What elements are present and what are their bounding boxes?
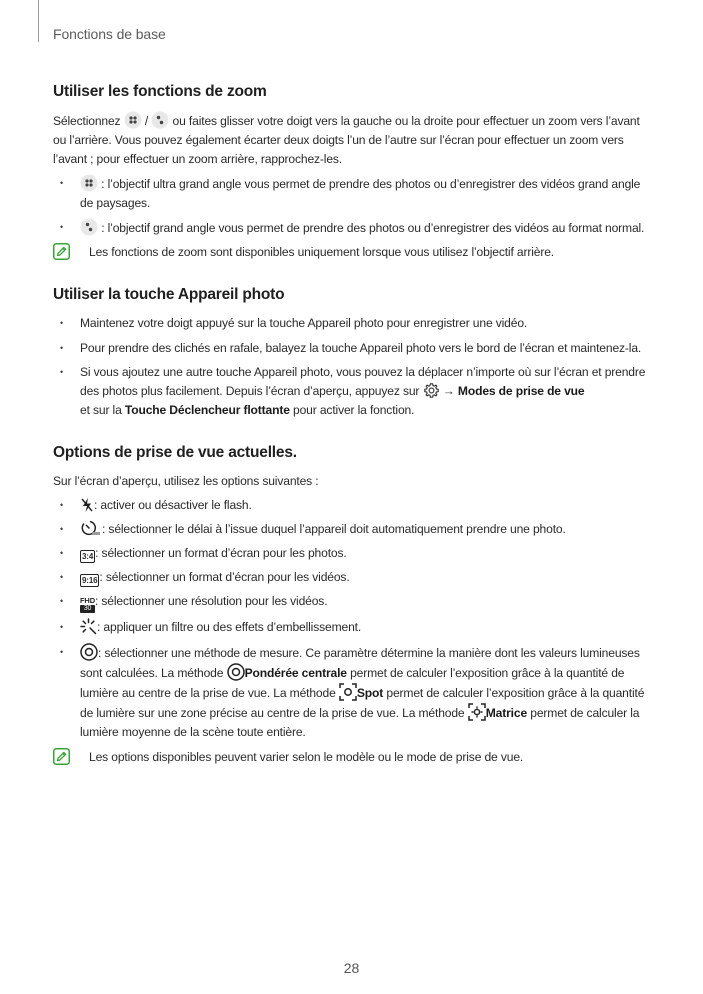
page-header-title: Fonctions de base bbox=[53, 26, 166, 42]
list-item: • 9:16 : sélectionner un format d’écran pour les vidéos. bbox=[53, 568, 653, 587]
center-weighted-metering-icon bbox=[227, 663, 245, 681]
list-item: • FHD 30 : sélectionner une résolution pour les vidéos. bbox=[53, 592, 653, 613]
section-shooting-options bbox=[53, 444, 653, 766]
list-item: • Maintenez votre doigt appuyé sur la touche Appareil photo pour enregistrer une vidéo. bbox=[53, 314, 653, 333]
list-item: • : sélectionner le délai à l’issue duquel l’appareil doit automatiquement prendre une photo. bbox=[53, 520, 653, 539]
note-text: Les options disponibles peuvent varier selon le modèle ou le mode de prise de vue. bbox=[89, 749, 524, 764]
ultra-wide-lens-icon bbox=[80, 174, 98, 192]
section-heading-zoom: Utiliser les fonctions de zoom bbox=[53, 83, 267, 100]
list-item: • : l’objectif grand angle vous permet de prendre des photos ou d’enregistrer des vidéos au format normal. bbox=[53, 218, 653, 238]
ratio-3-4-icon: 3:4 bbox=[82, 552, 94, 562]
section-camera-button bbox=[53, 286, 653, 420]
list-item: • Pour prendre des clichés en rafale, balayez la touche Appareil photo vers le bord de l’écran et maintenez-la. bbox=[53, 339, 653, 358]
settings-gear-icon bbox=[423, 382, 440, 399]
section-heading-shooting-options: Options de prise de vue actuelles. bbox=[53, 444, 297, 462]
flash-off-icon bbox=[80, 497, 94, 513]
wide-lens-icon bbox=[151, 111, 169, 129]
camera-button-bullet-list bbox=[53, 314, 653, 420]
header-rule bbox=[38, 0, 39, 42]
list-item: • : l’objectif ultra grand angle vous permet de prendre des photos ou d’enregistrer des vidéos grand angle de paysages. bbox=[53, 174, 653, 213]
list-item: • : activer ou désactiver le flash. bbox=[53, 496, 653, 515]
main-content bbox=[53, 83, 653, 767]
ultra-wide-lens-icon bbox=[124, 111, 142, 129]
list-item: • : sélectionner une méthode de mesure. Ce paramètre détermine la manière dont les valeurs lumineuses sont calculées. La méthode Pondérée centrale permet de calculer l’exposition grâce à la quantité de lumière au centre de la prise de vue. La méthode Spot permet de calculer l’exposition grâce à la quantité de lumière sur une zone précise au centre de la prise de vue. La méthode Matrice permet de calculer la lumière moyenne de la scène toute entière. bbox=[53, 643, 653, 743]
wide-lens-icon bbox=[80, 218, 98, 236]
note-pencil-icon bbox=[53, 243, 70, 260]
fhd-resolution-icon: • FHD 30 bbox=[80, 596, 95, 613]
note-text: Les fonctions de zoom sont disponibles uniquement lorsque vous utilisez l’objectif arrière. bbox=[89, 245, 554, 260]
ratio-9-16-icon: 9:16 bbox=[82, 576, 98, 586]
note-zoom bbox=[53, 243, 653, 262]
list-item: • : appliquer un filtre ou des effets d’embellissement. bbox=[53, 618, 653, 637]
shooting-options-list bbox=[53, 496, 653, 743]
timer-icon bbox=[80, 520, 102, 537]
spot-metering-icon bbox=[339, 683, 357, 701]
matrix-metering-icon bbox=[468, 703, 486, 721]
section-zoom bbox=[53, 83, 653, 262]
page-number: 28 bbox=[343, 960, 360, 976]
note-shooting-options bbox=[53, 748, 653, 767]
filter-effects-icon bbox=[80, 618, 97, 635]
zoom-bullet-list bbox=[53, 174, 653, 239]
list-item: • 3:4 : sélectionner un format d’écran pour les photos. bbox=[53, 544, 653, 563]
list-item: • Si vous ajoutez une autre touche Appareil photo, vous pouvez la déplacer n’importe où sur l’écran et prendre des photos plus facilement. Depuis l’écran d’aperçu, appuyez sur → Modes de prise de vue et sur la Touche Déclencheur flottante pour activer la fonction. bbox=[53, 363, 653, 421]
metering-icon bbox=[80, 643, 98, 661]
zoom-intro: Sélectionnez / ou faites glisser votre doigt vers la gauche ou la droite pour effectuer un zoom vers l’avant ou l’arrière. Vous pouvez également écarter deux doigts l’un de l’autre sur l’écran pour effectuer un zoom vers l’avant ; pour effectuer un zoom arrière, rapprochez-les. bbox=[53, 111, 653, 170]
shooting-options-intro: Sur l’écran d’aperçu, utilisez les options suivantes : bbox=[53, 474, 319, 489]
note-pencil-icon bbox=[53, 748, 70, 765]
section-heading-camera-button: Utiliser la touche Appareil photo bbox=[53, 286, 285, 304]
